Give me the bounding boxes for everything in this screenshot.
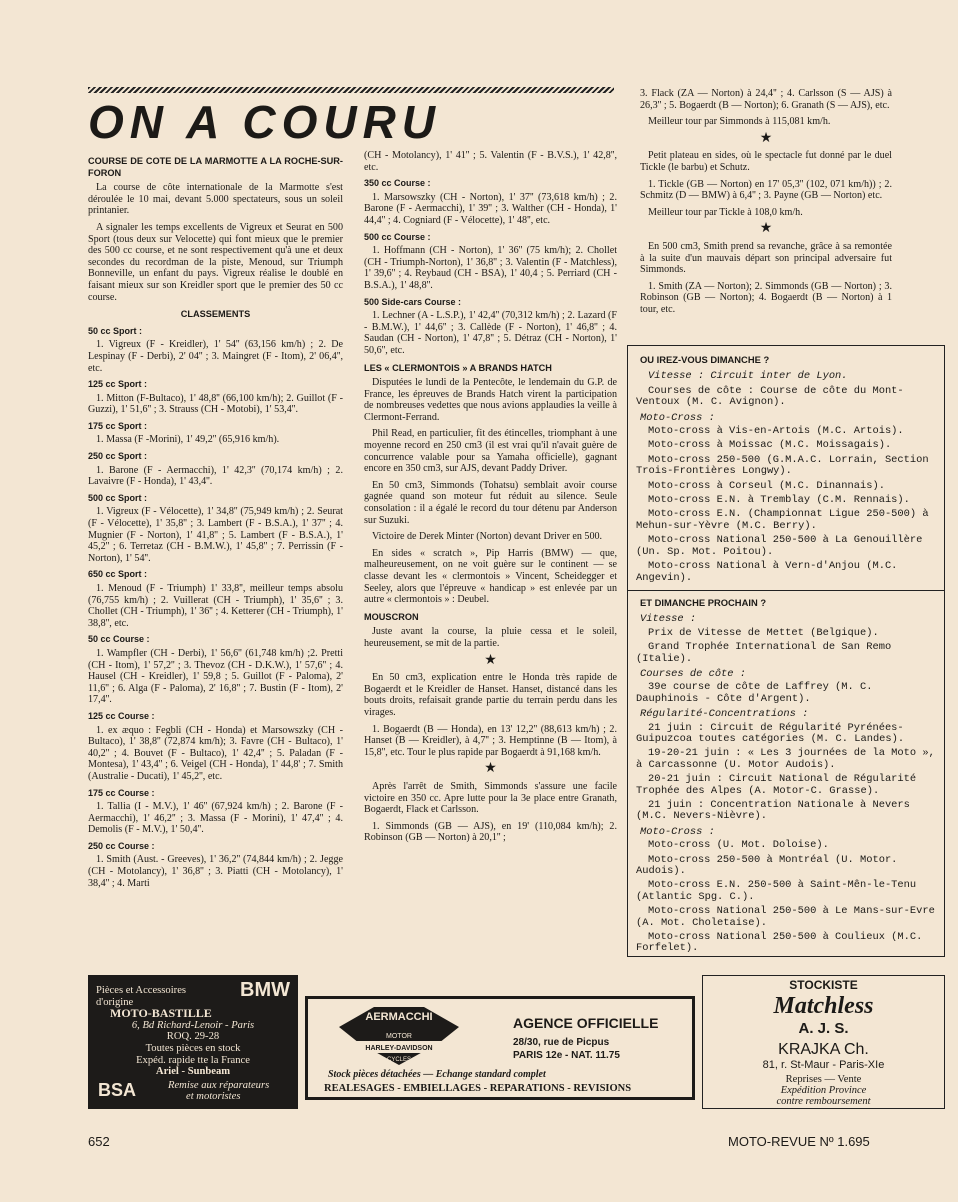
paragraph: 1. Smith (ZA — Norton); 2. Simmonds (GB — Norton) ; 3. Robinson (GB — Norton); 4. Bogaerdt (B — Norton) à 1 tour, etc.: [640, 280, 892, 315]
ad-text: Reprises — Vente: [785, 1074, 862, 1085]
agence-heading: AGENCE OFFICIELLE: [513, 1015, 659, 1031]
ad-text: Ariel - Sunbeam: [155, 1066, 231, 1078]
heading-brands-hatch: LES « CLERMONTOIS » A BRANDS HATCH: [364, 362, 552, 373]
paragraph: Phil Read, en particulier, fit des étincelles, triomphant à une moyenne record en 250 cm3 (il est vrai qu'il n'avait guère de concurrence valable pour sa Yamaha officielle), gagnant encore en 350 cm3, sur AJS, devant Paddy Driver.: [364, 428, 617, 475]
star-separator: ★: [484, 761, 497, 777]
result: (CH - Motolancy), 1' 41'' ; 5. Valentin (F - B.V.S.), 1' 42,8'', etc.: [364, 150, 617, 173]
ajs-brand: A. J. S.: [798, 1020, 849, 1037]
event-category: Moto-Cross :: [640, 411, 715, 424]
class-label: 500 cc Sport :: [88, 492, 148, 503]
ad-shop-name: MOTO-BASTILLE: [110, 1006, 212, 1021]
ad-text: Toutes pièces en stock: [145, 1042, 241, 1054]
event-category: Régularité-Concentrations :: [640, 708, 809, 721]
result: 1. Tallia (I - M.V.), 1' 46'' (67,924 km/h) ; 2. Barone (F - Aermacchi), 1' 46,2'' ; 3. Massa (F - Morini), 1' 47,4'' ; 4. Demolis (F - M.V.), 1' 50,4''.: [88, 801, 343, 836]
ad-text: contre remboursement: [776, 1096, 871, 1107]
class-label: 350 cc Course :: [364, 178, 431, 189]
event-line: Moto-cross 250-500 à Montréal (U. Motor. Audois).: [636, 853, 898, 878]
ad-matchless: [702, 975, 945, 1109]
ad-text: et motoristes: [186, 1091, 241, 1103]
ad-moto-bastille: [88, 975, 298, 1109]
logo-aermacchi-text: AERMACCHI: [365, 1011, 433, 1023]
events-heading: OU IREZ-VOUS DIMANCHE ?: [640, 354, 770, 365]
event-line: 39e course de côte de Laffrey (M. C. Dauphinois - Côte d'Argent).: [636, 681, 873, 705]
result: 1. Mitton (F-Bultaco), 1' 48,8'' (66,100 km/h); 2. Guillot (F - Guzzi), 1' 51,6'' ; 3. Strauss (CH - Motobi), 1' 53,4''.: [88, 392, 343, 416]
dealer-address: 81, r. St-Maur - Paris-XIe: [762, 1059, 885, 1071]
title-ornament: [88, 87, 614, 93]
paragraph: 3. Flack (ZA — Norton) à 24,4'' ; 4. Carlsson (S — AJS) à 26,3'' ; 5. Bogaerdt (B — Norton); 6. Granath (S — AJS), etc.: [640, 88, 892, 111]
event-line: Moto-cross National 250-500 à Le Mans-sur-Evre (A. Mot. Choletaise).: [636, 905, 935, 929]
result: 1. Barone (F - Aermacchi), 1' 42,3'' (70,174 km/h) ; 2. Lavaivre (F - Honda), 1' 43,4''.: [88, 464, 343, 488]
result: 1. Vigreux (F - Kreidler), 1' 54'' (63,156 km/h) ; 2. De Lespinay (F - Derbi), 2' 04'' ; 3. Maingret (F - Itom), 2' 06,4'', etc.: [88, 339, 343, 374]
ad-text: Pièces et Accessoires: [96, 985, 187, 996]
logo-harley-text: HARLEY-DAVIDSON: [365, 1045, 433, 1052]
event-line: Prix de Vitesse de Mettet (Belgique).: [648, 626, 879, 639]
matchless-logo: Matchless: [773, 993, 874, 1019]
paragraph: En 500 cm3, Smith prend sa revanche, grâce à sa remontée à la suite d'un mauvais départ son principal adversaire fut Simmonds.: [640, 240, 892, 276]
agence-services: Stock pièces détachées — Echange standard complet: [328, 1069, 546, 1080]
paragraph: Meilleur tour par Simmonds à 115,081 km/h.: [648, 116, 831, 128]
paragraph: La course de côte internationale de la Marmotte s'est déroulée le 10 mai, devant 5.000 spectateurs, sous un soleil printanier.: [88, 182, 343, 217]
event-line: 21 juin : Circuit de Régularité Pyrénées-Guipuzcoa toutes catégories (M. C. Landes).: [636, 721, 905, 745]
result: 1. Wampfler (CH - Derbi), 1' 56,6'' (61,748 km/h) ;2. Pretti (CH - Itom), 1' 57,2'' ; 3. Thevoz (CH - D.K.W.), 1' 57,6'' ; 4. Hausel (CH - Kreidler), 1' 59,8 ; 5. Guillot (F - Paloma), 2' 11,6'' ; 6. Alga (F - Paloma), 2' 16,8'' ; 7. Bustin (F - Itom), 2' 17,4''.: [88, 647, 343, 706]
result: 1. Smith (Aust. - Greeves), 1' 36,2'' (74,844 km/h) ; 2. Jegge (CH - Motolancy), 1' 36,8'' ; 3. Piatti (CH - Motolancy), 1' 38,4'' ; 4. Marti: [88, 854, 343, 889]
ad-text: 6, Bd Richard-Lenoir - Paris: [131, 1019, 255, 1031]
ad-text: d'origine: [96, 996, 134, 1008]
result: 1. Vigreux (F - Vélocette), 1' 34,8'' (75,949 km/h) ; 2. Seurat (F - Vélocette), 1' 35,8'' ; 3. Lambert (F - B.S.A.), 1' 37'' ; 4. Mugnier (F - Norton), 1' 41,8'' ; 5. Lambert (F - B.S.A.), 1' 45,2'' ; 6. Terretaz (CH - B.M.W.), 1' 45,8'' ; 7. Perrissin (F - Norton), 1' 54''.: [88, 506, 343, 564]
class-label: 250 cc Course :: [88, 840, 155, 851]
paragraph: 1. Bogaerdt (B — Honda), en 13' 12,2'' (88,613 km/h) ; 2. Hanset (B — Kreidler), à 4,7'' ; 3. Hemptinne (B — Itom), à 15,8'', etc. Tour le plus rapide par Bogaerdt à 91,168 km/h.: [364, 723, 617, 758]
events-heading: ET DIMANCHE PROCHAIN ?: [640, 596, 767, 608]
event-line: Vitesse : Circuit inter de Lyon.: [648, 370, 848, 383]
event-line: Moto-cross 250-500 (G.M.A.C. Lorrain, Section Trois-Frontières Longwy).: [636, 453, 929, 478]
event-line: Moto-cross E.N. (Championnat Ligue 250-500) à Mehun-sur-Yèvre (M.C. Berry).: [636, 508, 929, 532]
result: 1. Marsowszky (CH - Norton), 1' 37'' (73,618 km/h) ; 2. Barone (F - Aermacchi), 1' 39'' ; 3. Walther (CH - Honda), 1' 44,4'' ; 4. Cogniard (F - Vélocette), 1' 48'', etc.: [364, 191, 617, 226]
column-2: [364, 150, 617, 849]
ad-text: Remise aux réparateurs: [168, 1079, 270, 1091]
event-line: Moto-cross National à Vern-d'Anjou (M.C. Angevin).: [636, 560, 898, 584]
result: 1. Menoud (F - Triumph) 1' 33,8'', meilleur temps absolu (76,755 km/h) ; 2. Vuillerat (CH - Triumph), 1' 35,6'' ; 3. Chollet (CH - Triumph), 1' 36'' ; 4. Ketterer (CH - Triumph), 1' 38,8'', etc.: [88, 583, 343, 629]
class-label: 175 cc Course :: [88, 787, 155, 798]
paragraph: 1. Simmonds (GB — AJS), en 19' (110,084 km/h); 2. Robinson (GB — Norton) à 20,1'' ;: [364, 820, 617, 844]
event-line: Moto-cross E.N. 250-500 à Saint-Mên-le-Tenu (Atlantic Spg. C.).: [636, 879, 917, 903]
heading-marmotte: COURSE DE COTE DE LA MARMOTTE A LA ROCHE-SUR-FORON: [88, 156, 343, 178]
paragraph: En sides « scratch », Pip Harris (BMW) — que, malheureusement, on ne voit guère sur le continent — se classe devant les « clermontois » Vincent, Scheidegger et Seeley, alors que l'épreuve « handicap » est enlevée par un autre « clermontois » : Deubel.: [364, 547, 617, 606]
agence-address: 28/30, rue de Picpus: [513, 1037, 610, 1048]
result: 1. Massa (F -Morini), 1' 49,2'' (65,916 km/h).: [96, 434, 280, 446]
class-label: 50 cc Sport :: [88, 325, 143, 336]
star-separator: ★: [484, 652, 497, 668]
result: 1. ex æquo : Fegbli (CH - Honda) et Marsowszky (CH - Bultaco), 1' 38,8'' (72,874 km/h); 3. Favre (CH - Bultaco), 1' 40,2'' ; 4. Bouvet (F - Bultaco), 1' 42,4'' ; 5. Paladan (F - Montesa), 1' 43,4'' ; 6. Veigel (CH - Honda), 1' 44,8' ; 7. Smith (Australie - Ducati), 1' 45,2'', etc.: [88, 724, 343, 782]
event-line: Moto-cross E.N. à Tremblay (C.M. Rennais).: [648, 494, 910, 507]
event-line: Courses de côte : Course de côte du Mont-Ventoux (M. C. Avignon).: [636, 384, 904, 409]
paragraph: A signaler les temps excellents de Vigreux et Seurat en 500 Sport (tous deux sur Velocette) qui font mieux que le premier des 500 cc course, et ne sont respectivement qu'à une et deux secondes du recordman de la piste, Menoud, sur Triumph Bonneville, un enfant du pays. Vigreux réalise le doublé en faisant mieux sur son Kreidler sport que le premier des 50 cc course.: [88, 221, 343, 303]
event-line: Grand Trophée International de San Remo (Italie).: [636, 641, 892, 665]
result: 1. Lechner (A - L.S.P.), 1' 42,4'' (70,312 km/h) ; 2. Lazard (F - B.M.W.), 1' 44,6'' ; 3. Callède (F - Norton), 1' 46,8'' ; 4. Saudan (CH - Norton), 1' 47,8'' ; 5. Détraz (CH - Norton), 1' 50,6'', etc.: [364, 310, 617, 356]
dealer-name: KRAJKA Ch.: [778, 1041, 869, 1058]
class-label: 250 cc Sport :: [88, 451, 148, 462]
paragraph: Juste avant la course, la pluie cessa et le soleil, heureusement, se mit de la partie.: [364, 626, 617, 649]
event-line: 20-21 juin : Circuit National de Régularité Trophée des Alpes (A. Motor-C. Grasse).: [636, 773, 917, 797]
events-box: [627, 345, 945, 957]
magazine-issue: MOTO-REVUE Nº 1.695: [728, 1134, 870, 1149]
stockiste-heading: STOCKISTE: [783, 978, 863, 992]
ad-text: ROQ. 29-28: [166, 1031, 220, 1043]
page-title: ON A COURU: [88, 96, 442, 148]
ad-aermacchi: [305, 996, 695, 1100]
paragraph: 1. Tickle (GB — Norton) en 17' 05,3'' (102, 071 km/h)) ; 2. Schmitz (D — BMW) à 6,4'' ; 3. Payne (GB — Norton) etc.: [640, 178, 892, 202]
event-line: 19-20-21 juin : « Les 3 journées de la Moto », à Carcassonne (U. Motor Audois).: [636, 747, 935, 771]
divider: [628, 590, 944, 591]
class-label: 125 cc Course :: [88, 710, 155, 721]
class-label: 50 cc Course :: [88, 634, 150, 645]
event-line: Moto-cross National 250-500 à La Genouillère (Un. Sp. Mot. Poitou).: [636, 534, 923, 558]
star-separator: ★: [759, 221, 773, 237]
class-label: 650 cc Sport :: [88, 569, 148, 580]
paragraph: En 50 cm3, Simmonds (Tohatsu) semblait avoir course gagnée quand son moteur fut réduit au silence. Seule consolation : il a égalé le record du tour détenu par Anderson sur Suzuki.: [364, 479, 617, 526]
ad-text: Expédition Province: [780, 1085, 867, 1096]
bmw-logo: BMW: [240, 979, 290, 1001]
class-label: 500 Side-cars Course :: [364, 296, 462, 307]
bsa-logo: BSA: [98, 1080, 137, 1100]
event-category: Moto-Cross :: [640, 825, 715, 838]
aermacchi-emblem: [334, 1003, 464, 1069]
event-category: Courses de côte :: [640, 667, 747, 680]
event-line: 21 juin : Concentration Nationale à Nevers (M.C. Nevers-Nièvre).: [636, 799, 910, 823]
paragraph: Après l'arrêt de Smith, Simmonds s'assure une facile victoire en 350 cc. Apre lutte pour la 3e place entre Granath, Bogaerdt, Flack et Carlsson.: [364, 780, 617, 816]
agence-address: PARIS 12e - NAT. 11.75: [513, 1050, 620, 1061]
paragraph: Disputées le lundi de la Pentecôte, le lendemain du G.P. de France, les épreuves de Brands Hatch virent la participation de nombreuses vedettes que nous avions applaudies la veille à Clermont-Ferrand.: [364, 377, 617, 423]
paragraph: En 50 cm3, explication entre le Honda très rapide de Bogaerdt et le Kreidler de Hanset. Hanset, distancé dans les bouts droits, refaisait grande partie du terrain perdu dans les virages.: [364, 672, 617, 718]
class-label: 175 cc Sport :: [88, 420, 148, 431]
column-1: [88, 150, 343, 894]
event-line: Moto-cross à Vis-en-Artois (M.C. Artois).: [648, 425, 904, 438]
event-category: Vitesse :: [640, 613, 697, 626]
class-label: 125 cc Sport :: [88, 379, 148, 390]
heading-classements: CLASSEMENTS: [180, 309, 251, 320]
event-line: Moto-cross National 250-500 à Coulieux (M.C. Forfelet).: [636, 931, 923, 955]
paragraph: Petit plateau en sides, où le spectacle fut donné par le duel Tickle (le barbu) et Schutz.: [640, 150, 892, 173]
result: 1. Hoffmann (CH - Norton), 1' 36'' (75 km/h); 2. Chollet (CH - Triumph-Norton), 1' 36,8'' ; 3. Valentin (F - Matchless), 1' 39,6'' ; 4. Reybaud (CH - BSA), 1' 40,4 ; 5. Perriard (CH - B.S.A.), 1' 48,8''.: [364, 245, 617, 291]
event-line: Moto-cross à Corseul (M.C. Dinannais).: [648, 479, 885, 492]
agence-services: REALESAGES - EMBIELLAGES - REPARATIONS - REVISIONS: [324, 1083, 632, 1094]
event-line: Moto-cross à Moissac (M.C. Moissagais).: [648, 439, 892, 452]
page-number: 652: [88, 1134, 110, 1149]
paragraph: Victoire de Derek Minter (Norton) devant Driver en 500.: [372, 531, 603, 543]
column-3: [640, 88, 892, 321]
paragraph: Meilleur tour par Tickle à 108,0 km/h.: [648, 206, 803, 218]
heading-mouscron: MOUSCRON: [364, 611, 419, 622]
star-separator: ★: [759, 130, 773, 146]
ad-text: Expéd. rapide tte la France: [136, 1054, 250, 1066]
logo-motor-text: MOTOR: [386, 1033, 412, 1040]
class-label: 500 cc Course :: [364, 231, 431, 242]
event-line: Moto-cross (U. Mot. Doloise).: [648, 839, 829, 852]
logo-cycles-text: CYCLES: [386, 1057, 412, 1063]
